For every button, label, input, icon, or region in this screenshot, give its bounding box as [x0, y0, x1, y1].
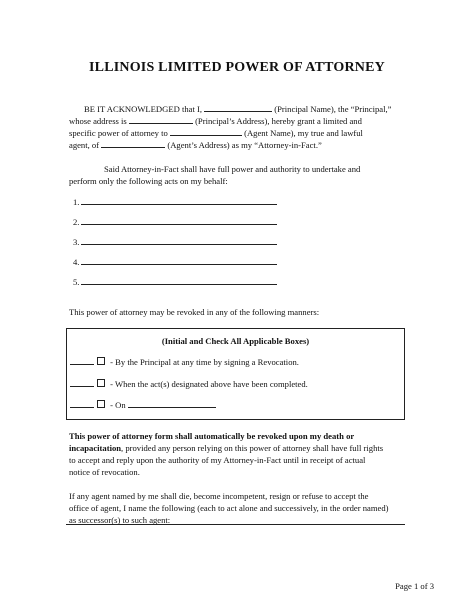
act-line-1: 1. — [73, 196, 277, 207]
page-number: Page 1 of 3 — [395, 581, 434, 591]
authority-line-2: perform only the following acts on my behalf: — [69, 176, 228, 186]
revocation-option-2: - When the act(s) designated above have been completed. — [70, 378, 308, 389]
agent-address-field[interactable] — [101, 139, 165, 148]
checkbox-2[interactable] — [97, 379, 105, 387]
successor-line-1: If any agent named by me shall die, become incompetent, resign or refuse to accept the — [69, 491, 369, 501]
act-1-field[interactable] — [81, 196, 277, 205]
act-line-5: 5. — [73, 276, 277, 287]
principal-address-field[interactable] — [129, 115, 193, 124]
durability-line-3: to accept and reply upon the authority of my Attorney-in-Fact until in receipt of actual — [69, 455, 366, 465]
initials-field-3[interactable] — [70, 399, 94, 408]
principal-name-field[interactable] — [204, 103, 272, 112]
authority-line-1: Said Attorney-in-Fact shall have full power and authority to undertake and — [104, 164, 361, 174]
act-2-field[interactable] — [81, 216, 277, 225]
durability-line-4: notice of revocation. — [69, 467, 140, 477]
revocation-intro: This power of attorney may be revoked in any of the following manners: — [69, 307, 320, 317]
agent-name-field[interactable] — [170, 127, 242, 136]
revocation-option-1: - By the Principal at any time by signing a Revocation. — [70, 356, 299, 367]
intro-line-4: agent, of (Agent’s Address) as my “Attorney-in-Fact.” — [69, 140, 322, 150]
intro-line-1: BE IT ACKNOWLEDGED that I, (Principal Name), the “Principal,” — [84, 104, 392, 114]
act-5-field[interactable] — [81, 276, 277, 285]
act-line-3: 3. — [73, 236, 277, 247]
successor-field-line[interactable] — [66, 524, 405, 525]
checkbox-1[interactable] — [97, 357, 105, 365]
act-4-field[interactable] — [81, 256, 277, 265]
revocation-option-3: - On — [70, 399, 216, 410]
act-line-2: 2. — [73, 216, 277, 227]
durability-line-2: incapacitation, provided any person relying on this power of attorney shall have full rights — [69, 443, 384, 453]
durability-line-1: This power of attorney form shall automatically be revoked upon my death or — [69, 431, 355, 441]
initials-field-2[interactable] — [70, 378, 94, 387]
successor-line-3: as successor(s) to such agent: — [69, 515, 171, 525]
document-title: ILLINOIS LIMITED POWER OF ATTORNEY — [89, 60, 385, 75]
revocation-options-box — [66, 328, 405, 420]
revocation-date-field[interactable] — [128, 399, 216, 408]
act-3-field[interactable] — [81, 236, 277, 245]
initials-field-1[interactable] — [70, 356, 94, 365]
intro-line-3: specific power of attorney to (Agent Name), my true and lawful — [69, 128, 363, 138]
checkbox-3[interactable] — [97, 400, 105, 408]
box-title: (Initial and Check All Applicable Boxes) — [161, 336, 310, 346]
act-line-4: 4. — [73, 256, 277, 267]
intro-line-2: whose address is (Principal’s Address), hereby grant a limited and — [69, 116, 362, 126]
successor-line-2: office of agent, I name the following (each to act alone and successively, in the order named) — [69, 503, 389, 513]
